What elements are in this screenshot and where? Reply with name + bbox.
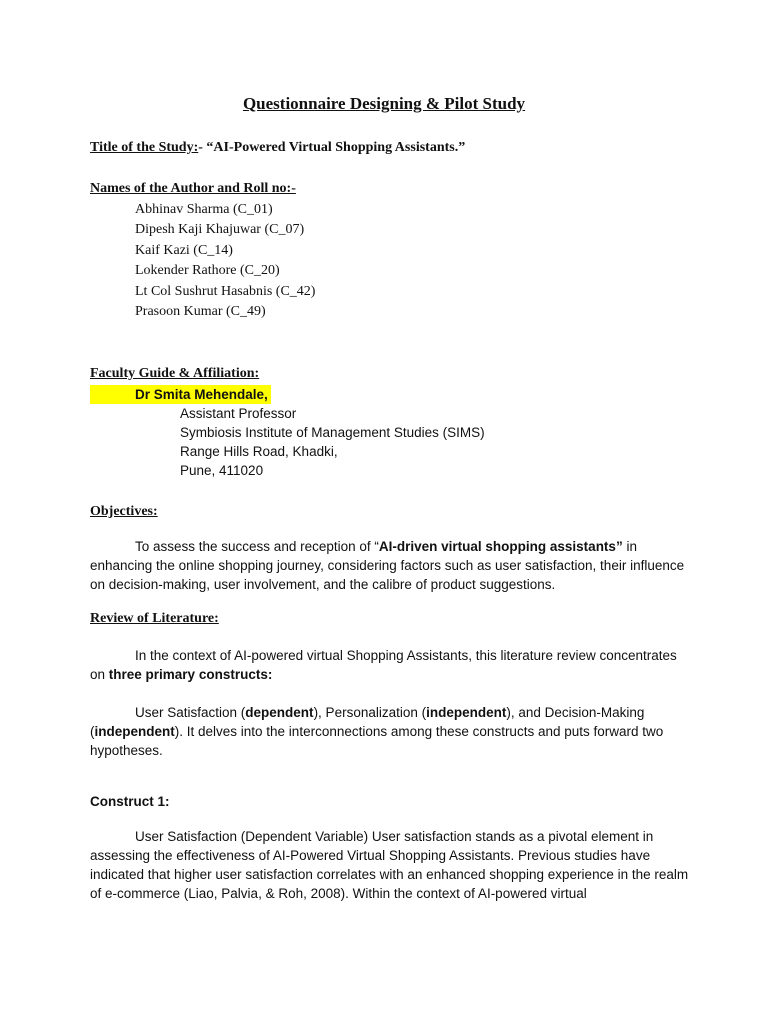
author-item: Lokender Rathore (C_20) [135,263,280,278]
faculty-address: Range Hills Road, Khadki, [180,444,338,459]
review-heading: Review of Literature: [90,611,219,626]
author-item: Abhinav Sharma (C_01) [135,202,273,217]
author-item: Lt Col Sushrut Hasabnis (C_42) [135,284,316,299]
review-paragraph-1 [90,646,690,684]
review-p2-bold: independent [94,724,175,739]
author-item: Dipesh Kaji Khajuwar (C_07) [135,222,305,237]
study-title-value: “AI-Powered Virtual Shopping Assistants.” [206,140,466,155]
author-item: Kaif Kazi (C_14) [135,243,233,258]
author-item: Prasoon Kumar (C_49) [135,304,266,319]
faculty-institute: Symbiosis Institute of Management Studies (SIMS) [180,425,485,440]
review-p2-bold: dependent [245,705,314,720]
faculty-city: Pune, 411020 [180,463,264,478]
study-title-line [90,140,465,156]
review-p2-bold: independent [426,705,507,720]
objectives-text-start: To assess the success and reception of “ [135,539,379,554]
review-p1-text: In the context of AI-powered virtual Shopping Assistants, this literature review concentrates on [90,648,677,682]
faculty-heading: Faculty Guide & Affiliation: [90,366,260,381]
objectives-text-end: in enhancing the online shopping journey, considering factors such as user satisfaction, their influence on decision-making, user involvement, and the calibre of product suggestions. [90,539,685,592]
review-paragraph-2 [90,703,690,760]
objectives-heading: Objectives: [90,504,158,519]
review-p2-text: ), Personalization ( [313,705,427,720]
study-title-separator: - [198,140,207,155]
faculty-name: Dr Smita Mehendale, [135,387,268,402]
document-title: Questionnaire Designing & Pilot Study [242,94,526,113]
authors-heading: Names of the Author and Roll no:- [90,181,296,196]
objectives-paragraph [90,537,690,594]
study-title-label: Title of the Study: [90,140,199,155]
review-p2-text: ). It delves into the interconnections among these constructs and puts forward two hypotheses. [90,724,664,758]
review-p2-text: User Satisfaction ( [135,705,246,720]
review-p1-bold: three primary constructs: [108,667,273,682]
construct-1-paragraph: User Satisfaction (Dependent Variable) User satisfaction stands as a pivotal element in assessing the effectiveness of AI-Powered Virtual Shopping Assistants. Previous studies have indicated that higher user satisfaction correlates with an enhanced shopping experience in the realm of e-commerce (Liao, Palvia, & Roh, 2008). Within the context of AI-powered virtual [90,829,689,901]
objectives-text-bold: AI-driven virtual shopping assistants” [378,539,623,554]
construct-1-heading: Construct 1: [90,794,170,809]
review-p2-text: ), and Decision-Making ( [90,705,645,739]
faculty-designation: Assistant Professor [180,406,297,421]
